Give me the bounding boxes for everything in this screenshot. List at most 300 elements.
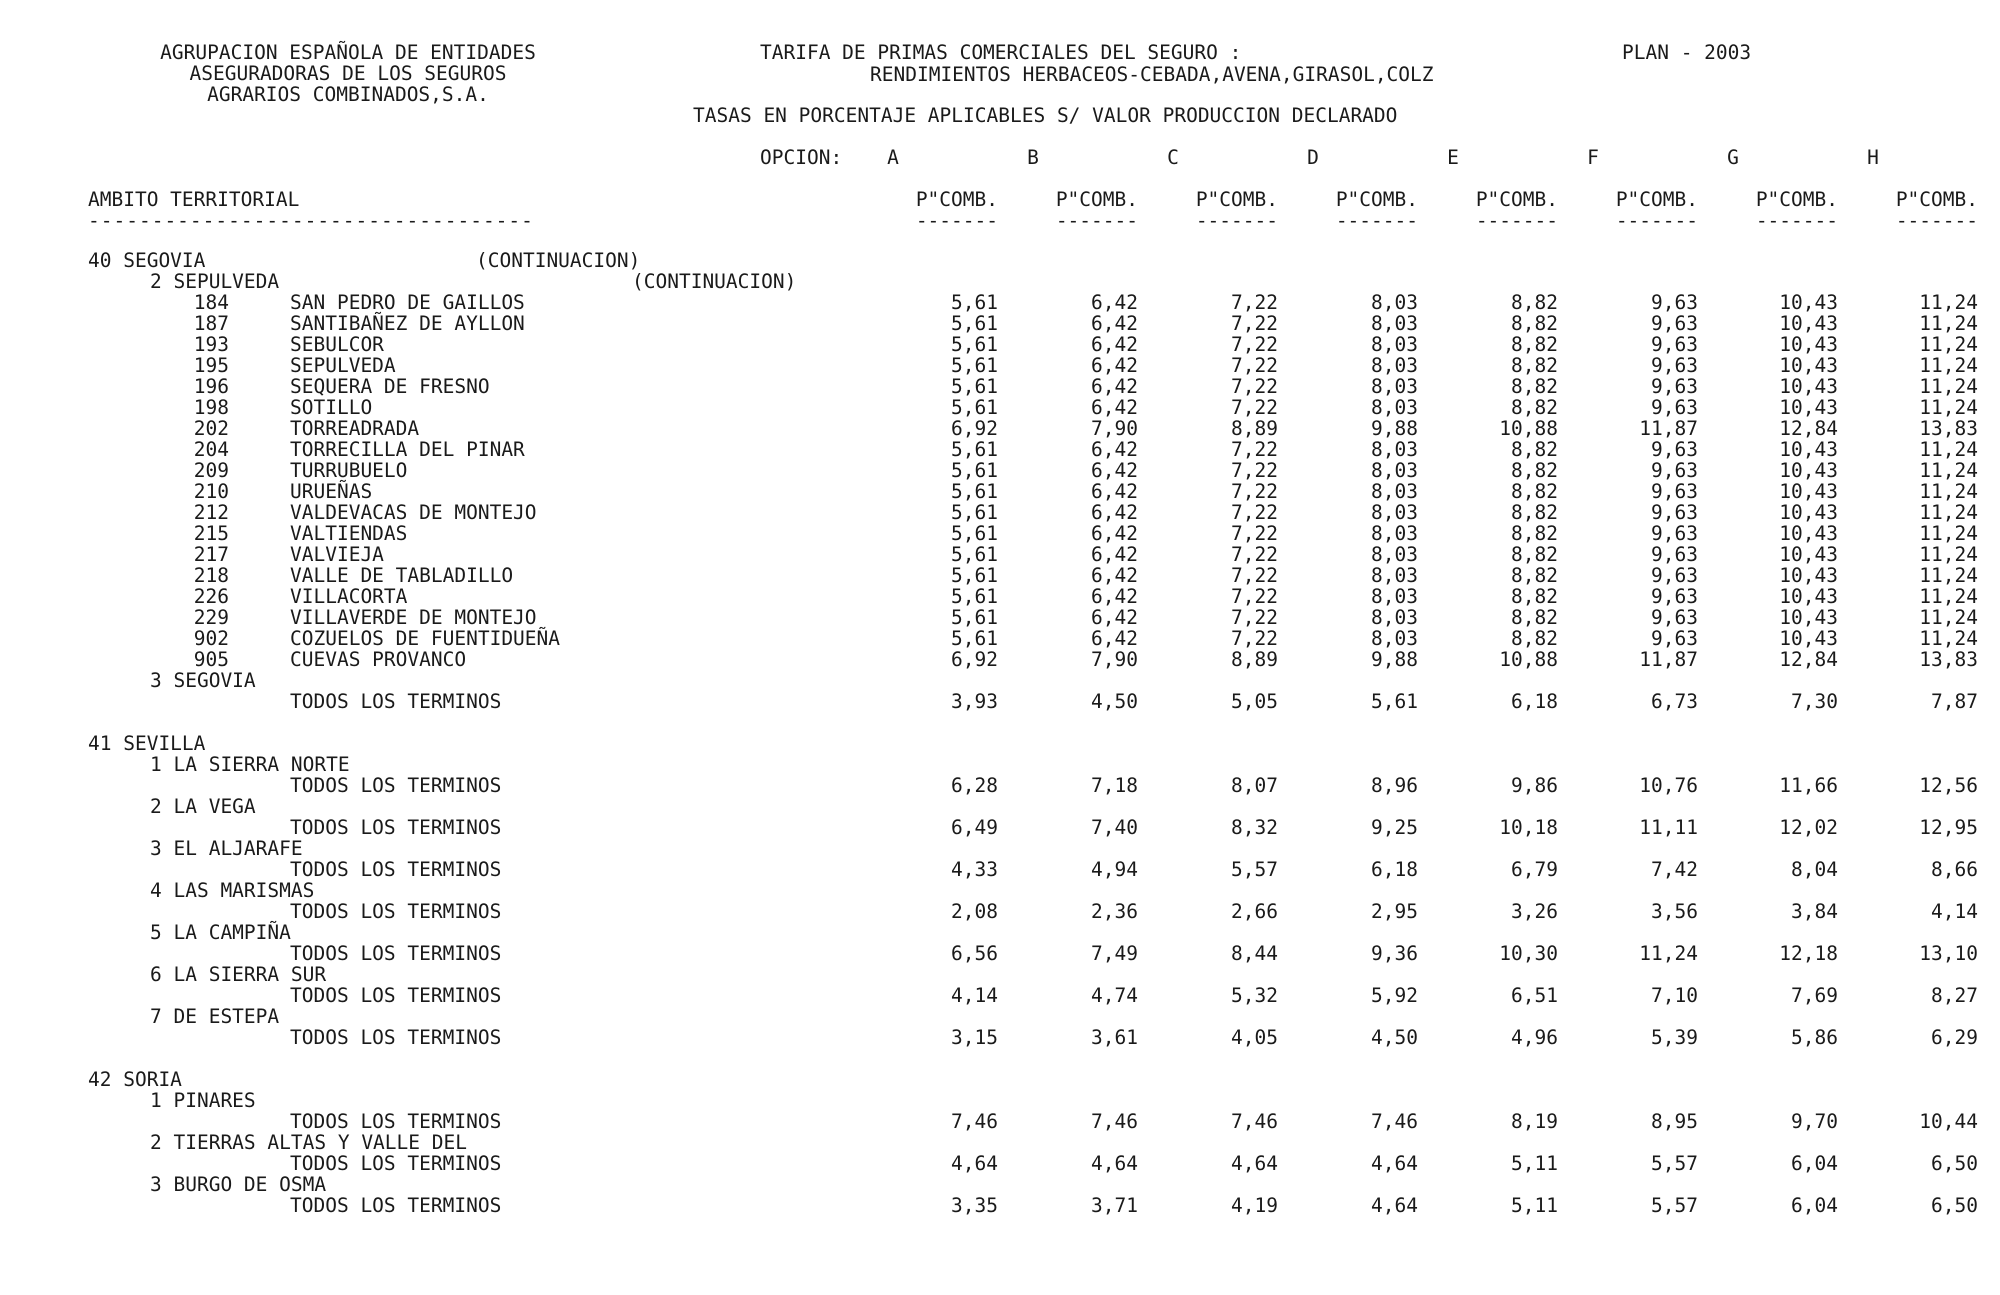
rate-value: 6,42 [1091, 291, 1138, 314]
column-label: P"COMB. [1755, 188, 1838, 211]
municipality-code: 902 [193, 627, 229, 650]
table-row [0, 418, 2000, 439]
rate-value: 4,05 [1231, 1026, 1278, 1049]
rate-value: 12,18 [1779, 942, 1838, 965]
rate-value: 6,04 [1791, 1152, 1838, 1175]
comarca-row [0, 754, 2000, 775]
comarca-row [0, 670, 2000, 691]
rate-value: 5,61 [951, 606, 998, 629]
table-row [0, 1111, 2000, 1132]
rate-value: 6,56 [951, 942, 998, 965]
column-label: P"COMB. [915, 188, 998, 211]
column-underline: ------- [1615, 209, 1698, 232]
rate-value: 8,03 [1371, 312, 1418, 335]
comarca-row [0, 838, 2000, 859]
rate-value: 8,04 [1791, 858, 1838, 881]
municipality-code: 217 [193, 543, 229, 566]
rate-value: 8,03 [1371, 543, 1418, 566]
rate-value: 6,51 [1511, 984, 1558, 1007]
rate-value: 7,22 [1231, 312, 1278, 335]
rate-value: 4,64 [951, 1152, 998, 1175]
rate-value: 8,03 [1371, 438, 1418, 461]
rate-value: 9,63 [1651, 585, 1698, 608]
rate-value: 9,63 [1651, 522, 1698, 545]
rate-value: 11,24 [1919, 438, 1978, 461]
rate-value: 11,24 [1919, 585, 1978, 608]
rate-value: 9,63 [1651, 396, 1698, 419]
org-line-2: ASEGURADORAS DE LOS SEGUROS [189, 62, 507, 85]
rate-value: 10,88 [1499, 417, 1558, 440]
municipality-code: 212 [193, 501, 229, 524]
comarca-name: 5 LA CAMPIÑA [150, 921, 291, 944]
rate-value: 4,14 [951, 984, 998, 1007]
table-row [0, 376, 2000, 397]
comarca-row [0, 796, 2000, 817]
rate-value: 7,90 [1091, 417, 1138, 440]
rate-value: 7,10 [1651, 984, 1698, 1007]
rate-value: 7,22 [1231, 564, 1278, 587]
rate-value: 10,43 [1779, 312, 1838, 335]
rate-value: 10,43 [1779, 501, 1838, 524]
rate-value: 12,56 [1919, 774, 1978, 797]
rate-value: 6,49 [951, 816, 998, 839]
municipality-code: 198 [193, 396, 229, 419]
rate-value: 10,88 [1499, 648, 1558, 671]
table-row [0, 544, 2000, 565]
comarca-name: 3 BURGO DE OSMA [150, 1173, 327, 1196]
comarca-name: 3 EL ALJARAFE [150, 837, 303, 860]
rate-value: 7,87 [1931, 690, 1978, 713]
org-line-1: AGRUPACION ESPAÑOLA DE ENTIDADES [160, 41, 536, 64]
table-row [0, 1153, 2000, 1174]
table-row [0, 691, 2000, 712]
rate-value: 5,61 [951, 354, 998, 377]
rate-value: 10,43 [1779, 333, 1838, 356]
municipality-name: VILLACORTA [290, 585, 408, 608]
rate-value: 3,84 [1791, 900, 1838, 923]
rate-value: 8,03 [1371, 606, 1418, 629]
rate-value: 13,83 [1919, 417, 1978, 440]
territorial-scope-label: AMBITO TERRITORIAL [88, 188, 300, 211]
rate-value: 10,18 [1499, 816, 1558, 839]
municipality-code: 204 [193, 438, 229, 461]
rate-value: 5,61 [951, 501, 998, 524]
province-name: 42 SORIA [88, 1068, 182, 1091]
rate-value: 10,43 [1779, 354, 1838, 377]
column-underline: ------- [1755, 209, 1838, 232]
table-row [0, 397, 2000, 418]
municipality-name: TORRECILLA DEL PINAR [290, 438, 525, 461]
rate-value: 9,70 [1791, 1110, 1838, 1133]
rate-value: 7,22 [1231, 543, 1278, 566]
rate-value: 2,95 [1371, 900, 1418, 923]
rate-value: 5,92 [1371, 984, 1418, 1007]
rate-value: 8,82 [1511, 396, 1558, 419]
column-label: P"COMB. [1615, 188, 1698, 211]
rate-value: 11,24 [1919, 627, 1978, 650]
rate-value: 7,22 [1231, 459, 1278, 482]
rate-value: 5,61 [951, 522, 998, 545]
document-title: TARIFA DE PRIMAS COMERCIALES DEL SEGURO : [760, 41, 1242, 64]
rates-description: TASAS EN PORCENTAJE APLICABLES S/ VALOR PRODUCCION DECLARADO [693, 104, 1398, 127]
rate-value: 8,03 [1371, 501, 1418, 524]
rate-value: 9,63 [1651, 459, 1698, 482]
rate-value: 10,43 [1779, 438, 1838, 461]
rate-value: 11,24 [1919, 333, 1978, 356]
rate-value: 11,24 [1919, 606, 1978, 629]
municipality-name: VALDEVACAS DE MONTEJO [290, 501, 537, 524]
municipality-code: 202 [193, 417, 229, 440]
rate-value: 8,19 [1511, 1110, 1558, 1133]
rate-value: 7,46 [951, 1110, 998, 1133]
rate-value: 10,43 [1779, 396, 1838, 419]
rate-value: 13,83 [1919, 648, 1978, 671]
rate-value: 6,28 [951, 774, 998, 797]
municipality-name: VALVIEJA [290, 543, 384, 566]
comarca-row [0, 880, 2000, 901]
rate-value: 9,63 [1651, 312, 1698, 335]
municipality-name: CUEVAS PROVANCO [290, 648, 467, 671]
rate-value: 9,86 [1511, 774, 1558, 797]
comarca-name: 1 PINARES [150, 1089, 256, 1112]
rate-value: 5,61 [951, 312, 998, 335]
column-underline: ------- [1475, 209, 1558, 232]
rate-value: 8,03 [1371, 480, 1418, 503]
rate-value: 5,32 [1231, 984, 1278, 1007]
municipality-name: VILLAVERDE DE MONTEJO [290, 606, 537, 629]
rate-value: 6,04 [1791, 1194, 1838, 1217]
rate-value: 9,63 [1651, 606, 1698, 629]
rate-value: 6,18 [1511, 690, 1558, 713]
province-name: 41 SEVILLA [88, 732, 206, 755]
comarca-row [0, 1090, 2000, 1111]
table-row [0, 775, 2000, 796]
table-row [0, 481, 2000, 502]
rate-value: 11,24 [1919, 480, 1978, 503]
municipality-name: TODOS LOS TERMINOS [290, 1152, 502, 1175]
table-row [0, 1195, 2000, 1216]
rate-value: 5,61 [1371, 690, 1418, 713]
rates-table [0, 250, 2000, 1216]
rate-value: 9,63 [1651, 501, 1698, 524]
rate-value: 9,63 [1651, 438, 1698, 461]
rate-value: 2,66 [1231, 900, 1278, 923]
rate-value: 6,42 [1091, 522, 1138, 545]
rate-value: 8,82 [1511, 312, 1558, 335]
rate-value: 7,90 [1091, 648, 1138, 671]
rate-value: 9,63 [1651, 354, 1698, 377]
rate-value: 7,22 [1231, 396, 1278, 419]
continuation-note: (CONTINUACION) [632, 270, 797, 293]
rate-value: 9,63 [1651, 375, 1698, 398]
rate-value: 4,50 [1091, 690, 1138, 713]
rate-value: 4,14 [1931, 900, 1978, 923]
rate-value: 8,82 [1511, 354, 1558, 377]
option-b-label: B [1027, 146, 1039, 169]
rate-value: 5,11 [1511, 1152, 1558, 1175]
rate-value: 9,63 [1651, 480, 1698, 503]
rate-value: 6,42 [1091, 396, 1138, 419]
municipality-code: 215 [193, 522, 229, 545]
rate-value: 5,57 [1651, 1194, 1698, 1217]
rate-value: 4,33 [951, 858, 998, 881]
municipality-name: TODOS LOS TERMINOS [290, 690, 502, 713]
rate-value: 8,82 [1511, 543, 1558, 566]
municipality-name: SEPULVEDA [290, 354, 396, 377]
column-label: P"COMB. [1195, 188, 1278, 211]
rate-value: 8,95 [1651, 1110, 1698, 1133]
rate-value: 7,22 [1231, 501, 1278, 524]
rate-value: 6,29 [1931, 1026, 1978, 1049]
rate-value: 8,82 [1511, 459, 1558, 482]
rate-value: 8,82 [1511, 291, 1558, 314]
rate-value: 6,18 [1371, 858, 1418, 881]
rate-value: 5,61 [951, 564, 998, 587]
table-row [0, 859, 2000, 880]
rate-value: 7,46 [1231, 1110, 1278, 1133]
municipality-code: 218 [193, 564, 229, 587]
rate-value: 6,42 [1091, 627, 1138, 650]
rate-value: 6,42 [1091, 438, 1138, 461]
rate-value: 9,63 [1651, 291, 1698, 314]
table-row [0, 565, 2000, 586]
rate-value: 11,24 [1919, 501, 1978, 524]
rate-value: 7,49 [1091, 942, 1138, 965]
rate-value: 6,42 [1091, 333, 1138, 356]
option-e-label: E [1447, 146, 1459, 169]
rate-value: 4,96 [1511, 1026, 1558, 1049]
rate-value: 7,42 [1651, 858, 1698, 881]
rate-value: 12,02 [1779, 816, 1838, 839]
table-row [0, 1027, 2000, 1048]
rate-value: 3,15 [951, 1026, 998, 1049]
province-name: 40 SEGOVIA [88, 249, 206, 272]
municipality-code: 195 [193, 354, 229, 377]
comarca-name: 2 TIERRAS ALTAS Y VALLE DEL [150, 1131, 467, 1154]
rate-value: 4,64 [1091, 1152, 1138, 1175]
municipality-code: 210 [193, 480, 229, 503]
municipality-name: TODOS LOS TERMINOS [290, 774, 502, 797]
rate-value: 10,76 [1639, 774, 1698, 797]
rate-value: 8,82 [1511, 564, 1558, 587]
rate-value: 7,22 [1231, 375, 1278, 398]
province-row [0, 733, 2000, 754]
table-row [0, 628, 2000, 649]
rate-value: 8,82 [1511, 480, 1558, 503]
rate-value: 8,96 [1371, 774, 1418, 797]
municipality-code: 193 [193, 333, 229, 356]
comarca-row [0, 1174, 2000, 1195]
rate-value: 6,42 [1091, 606, 1138, 629]
rate-value: 11,24 [1919, 291, 1978, 314]
rate-value: 6,79 [1511, 858, 1558, 881]
rate-value: 11,24 [1919, 522, 1978, 545]
rate-value: 12,84 [1779, 648, 1838, 671]
table-row [0, 985, 2000, 1006]
province-row [0, 250, 2000, 271]
table-row [0, 901, 2000, 922]
rate-value: 10,43 [1779, 459, 1838, 482]
rate-value: 8,03 [1371, 375, 1418, 398]
rate-value: 9,36 [1371, 942, 1418, 965]
rate-value: 9,88 [1371, 648, 1418, 671]
municipality-name: SEQUERA DE FRESNO [290, 375, 490, 398]
option-h-label: H [1867, 146, 1879, 169]
rate-value: 7,22 [1231, 438, 1278, 461]
rate-value: 11,24 [1639, 942, 1698, 965]
rate-value: 4,19 [1231, 1194, 1278, 1217]
rate-value: 7,22 [1231, 291, 1278, 314]
continuation-note: (CONTINUACION) [476, 249, 641, 272]
rate-value: 8,07 [1231, 774, 1278, 797]
rate-value: 12,95 [1919, 816, 1978, 839]
municipality-name: TURRUBUELO [290, 459, 408, 482]
rate-value: 10,43 [1779, 627, 1838, 650]
rate-value: 8,03 [1371, 564, 1418, 587]
rate-value: 7,22 [1231, 333, 1278, 356]
rate-value: 3,61 [1091, 1026, 1138, 1049]
municipality-name: SOTILLO [290, 396, 373, 419]
municipality-name: SAN PEDRO DE GAILLOS [290, 291, 525, 314]
rate-value: 9,88 [1371, 417, 1418, 440]
rate-value: 8,03 [1371, 522, 1418, 545]
rate-value: 6,42 [1091, 501, 1138, 524]
rate-value: 7,69 [1791, 984, 1838, 1007]
rate-value: 11,24 [1919, 459, 1978, 482]
municipality-code: 209 [193, 459, 229, 482]
comarca-row [0, 1132, 2000, 1153]
rate-value: 3,71 [1091, 1194, 1138, 1217]
rate-value: 10,43 [1779, 480, 1838, 503]
municipality-code: 226 [193, 585, 229, 608]
rate-value: 6,92 [951, 648, 998, 671]
rate-value: 4,74 [1091, 984, 1138, 1007]
municipality-code: 905 [193, 648, 229, 671]
column-label: P"COMB. [1335, 188, 1418, 211]
table-row [0, 439, 2000, 460]
rate-value: 5,57 [1651, 1152, 1698, 1175]
comarca-name: 2 SEPULVEDA [150, 270, 280, 293]
rate-value: 2,36 [1091, 900, 1138, 923]
rate-value: 8,32 [1231, 816, 1278, 839]
table-row [0, 355, 2000, 376]
option-a-label: A [887, 146, 899, 169]
rate-value: 7,40 [1091, 816, 1138, 839]
table-row [0, 502, 2000, 523]
municipality-code: 229 [193, 606, 229, 629]
rate-value: 13,10 [1919, 942, 1978, 965]
table-row [0, 313, 2000, 334]
rate-value: 10,43 [1779, 564, 1838, 587]
municipality-name: VALLE DE TABLADILLO [290, 564, 514, 587]
rate-value: 8,03 [1371, 333, 1418, 356]
rate-value: 8,03 [1371, 396, 1418, 419]
rate-value: 8,44 [1231, 942, 1278, 965]
comarca-name: 2 LA VEGA [150, 795, 256, 818]
rate-value: 7,46 [1371, 1110, 1418, 1133]
option-d-label: D [1307, 146, 1319, 169]
rate-value: 11,66 [1779, 774, 1838, 797]
rate-value: 7,30 [1791, 690, 1838, 713]
rate-value: 8,03 [1371, 585, 1418, 608]
comarca-row [0, 922, 2000, 943]
table-row [0, 607, 2000, 628]
rate-value: 6,42 [1091, 312, 1138, 335]
table-row [0, 292, 2000, 313]
rate-value: 2,08 [951, 900, 998, 923]
municipality-code: 196 [193, 375, 229, 398]
comarca-row [0, 271, 2000, 292]
rate-value: 9,25 [1371, 816, 1418, 839]
rate-value: 5,61 [951, 459, 998, 482]
rate-value: 6,42 [1091, 585, 1138, 608]
rate-value: 9,63 [1651, 333, 1698, 356]
rate-value: 3,56 [1651, 900, 1698, 923]
rate-value: 3,93 [951, 690, 998, 713]
document-subtitle: RENDIMIENTOS HERBACEOS-CEBADA,AVENA,GIRASOL,COLZ [870, 63, 1434, 86]
rate-value: 5,61 [951, 396, 998, 419]
rate-value: 11,11 [1639, 816, 1698, 839]
organization-name [88, 42, 608, 105]
rate-value: 6,42 [1091, 354, 1138, 377]
rate-value: 5,61 [951, 585, 998, 608]
rate-value: 10,44 [1919, 1110, 1978, 1133]
comarca-name: 6 LA SIERRA SUR [150, 963, 327, 986]
rate-value: 6,42 [1091, 480, 1138, 503]
rate-value: 8,89 [1231, 648, 1278, 671]
rate-value: 7,22 [1231, 585, 1278, 608]
rate-value: 6,50 [1931, 1152, 1978, 1175]
rate-value: 7,22 [1231, 627, 1278, 650]
rate-value: 8,03 [1371, 354, 1418, 377]
municipality-name: SEBULCOR [290, 333, 384, 356]
comarca-name: 4 LAS MARISMAS [150, 879, 315, 902]
rate-value: 7,22 [1231, 480, 1278, 503]
rate-value: 4,50 [1371, 1026, 1418, 1049]
rate-value: 10,43 [1779, 375, 1838, 398]
option-f-label: F [1587, 146, 1599, 169]
table-row [0, 460, 2000, 481]
rate-value: 5,61 [951, 291, 998, 314]
rate-value: 5,39 [1651, 1026, 1698, 1049]
comarca-name: 1 LA SIERRA NORTE [150, 753, 350, 776]
rate-value: 9,63 [1651, 543, 1698, 566]
comarca-name: 7 DE ESTEPA [150, 1005, 280, 1028]
municipality-name: TODOS LOS TERMINOS [290, 1026, 502, 1049]
rate-value: 4,94 [1091, 858, 1138, 881]
municipality-name: COZUELOS DE FUENTIDUEÑA [290, 627, 561, 650]
rate-value: 8,89 [1231, 417, 1278, 440]
rate-value: 11,24 [1919, 543, 1978, 566]
municipality-name: TODOS LOS TERMINOS [290, 858, 502, 881]
rate-value: 6,50 [1931, 1194, 1978, 1217]
rate-value: 8,03 [1371, 291, 1418, 314]
rate-value: 6,92 [951, 417, 998, 440]
municipality-name: TODOS LOS TERMINOS [290, 816, 502, 839]
rate-value: 5,57 [1231, 858, 1278, 881]
rate-value: 6,42 [1091, 459, 1138, 482]
rate-value: 8,82 [1511, 333, 1558, 356]
municipality-name: TORREADRADA [290, 417, 420, 440]
table-row [0, 523, 2000, 544]
rate-value: 11,24 [1919, 375, 1978, 398]
column-underline: ------- [915, 209, 998, 232]
rate-value: 10,43 [1779, 543, 1838, 566]
municipality-name: TODOS LOS TERMINOS [290, 1194, 502, 1217]
header-underline: ----------------------------------- [88, 209, 534, 232]
plan-year: PLAN - 2003 [1622, 41, 1752, 64]
rate-value: 5,11 [1511, 1194, 1558, 1217]
